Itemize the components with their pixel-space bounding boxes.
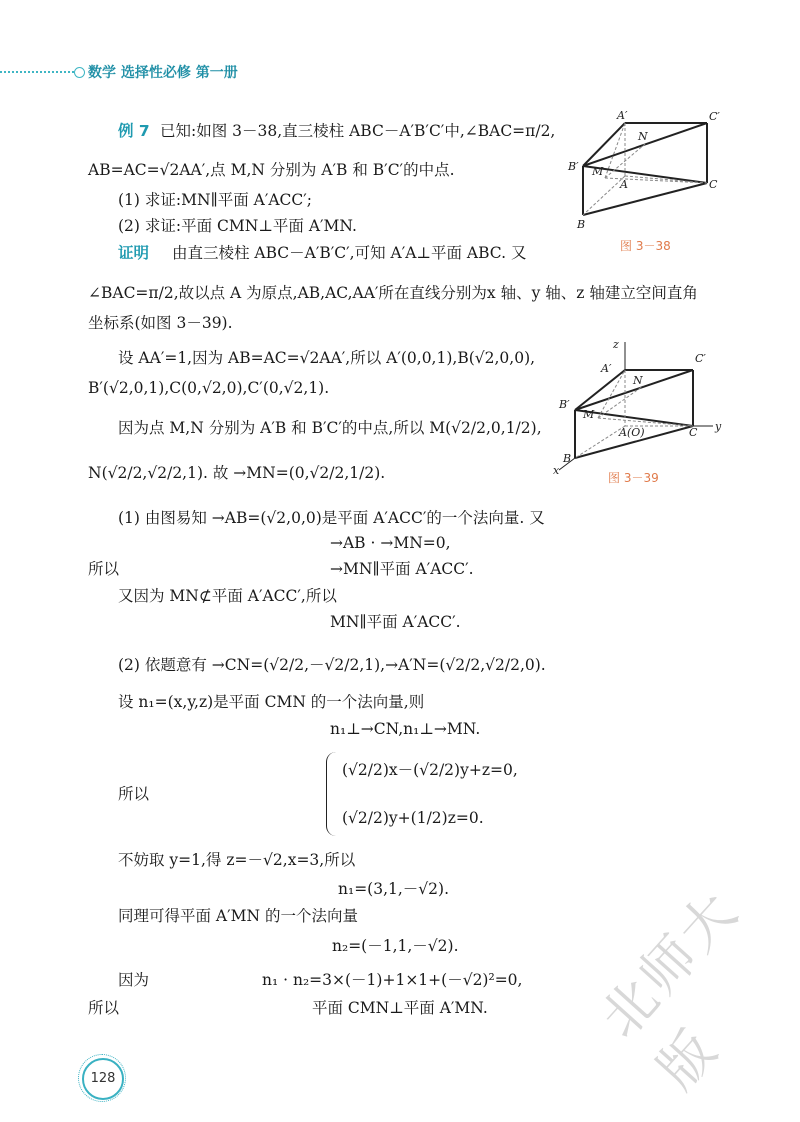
part2-eq-4: n₁ · n₂=3×(－1)+1×1+(－√2)²=0, <box>262 971 523 989</box>
proof-line-7: N(√2/2,√2/2,1). 故 →MN=(0,√2/2,1/2). <box>88 464 386 482</box>
fig1-label-C1: C′ <box>709 110 720 123</box>
part1-eq-1: →AB · →MN=0, <box>330 534 451 552</box>
system-eq-2: (√2/2)y+(1/2)z=0. <box>342 809 484 827</box>
figure-3-39-caption: 图 3－39 <box>608 471 659 485</box>
figure-3-38 <box>565 108 735 233</box>
fig1-label-C: C <box>709 178 718 191</box>
example-line-2: AB=AC=√2AA′,点 M,N 分别为 A′B 和 B′C′的中点. <box>88 161 455 179</box>
example-question-2: (2) 求证:平面 CMN⊥平面 A′MN. <box>118 217 357 235</box>
example-label: 例 7 <box>118 122 150 140</box>
fig2-label-x: x <box>553 464 560 477</box>
fig1-label-M: M <box>592 165 604 178</box>
fig2-label-A: A(O) <box>619 426 645 439</box>
fig2-label-B: B <box>563 452 572 465</box>
part2-because: 因为 <box>118 971 150 989</box>
part2-so: 所以 <box>118 785 150 803</box>
figure-3-39 <box>553 338 733 478</box>
proof-line-4: 设 AA′=1,因为 AB=AC=√2AA′,所以 A′(0,0,1),B(√2,0,0), <box>118 349 536 367</box>
page-number: 128 <box>82 1058 124 1100</box>
fig2-label-B1: B′ <box>559 398 570 411</box>
watermark: 北师大版 <box>588 878 752 1102</box>
header-rule <box>0 71 78 73</box>
fig2-label-C1: C′ <box>695 352 706 365</box>
header-dot-icon <box>74 67 85 78</box>
part2-eq-1: n₁⊥→CN,n₁⊥→MN. <box>330 720 481 738</box>
fig2-label-z: z <box>613 338 619 351</box>
part1-so: 所以 <box>88 560 120 578</box>
part2-line-4: 同理可得平面 A′MN 的一个法向量 <box>118 907 359 925</box>
example-line-1: 已知:如图 3－38,直三棱柱 ABC－A′B′C′中,∠BAC=π/2, <box>160 122 556 140</box>
fig1-label-B1: B′ <box>568 160 579 173</box>
fig2-label-y: y <box>715 420 722 433</box>
part2-eq-2: n₁=(3,1,－√2). <box>338 880 450 898</box>
example-question-1: (1) 求证:MN∥平面 A′ACC′; <box>118 191 312 209</box>
part1-eq-3: MN∥平面 A′ACC′. <box>330 613 461 631</box>
part1-eq-2: →MN∥平面 A′ACC′. <box>330 560 474 578</box>
part2-eq-3: n₂=(－1,1,－√2). <box>332 937 459 955</box>
part2-line-3: 不妨取 y=1,得 z=－√2,x=3,所以 <box>118 851 356 869</box>
proof-label: 证明 <box>118 244 150 262</box>
proof-line-5: B′(√2,0,1),C(0,√2,0),C′(0,√2,1). <box>88 379 330 397</box>
fig2-label-N: N <box>633 374 643 387</box>
fig1-label-B: B <box>577 218 586 231</box>
fig1-label-N: N <box>638 130 648 143</box>
fig1-label-A1: A′ <box>617 109 628 122</box>
part2-so-2: 所以 <box>88 999 120 1017</box>
fig1-label-A: A <box>620 178 628 191</box>
part2-line-1: (2) 依题意有 →CN=(√2/2,－√2/2,1),→A′N=(√2/2,√2/2,0). <box>118 656 546 674</box>
proof-line-2: ∠BAC=π/2,故以点 A 为原点,AB,AC,AA′所在直线分别为x 轴、y 轴、z 轴建立空间直角 <box>88 284 698 302</box>
proof-line-3: 坐标系(如图 3－39). <box>88 314 233 332</box>
part2-eq-5: 平面 CMN⊥平面 A′MN. <box>312 999 488 1017</box>
fig2-label-M: M <box>583 408 595 421</box>
proof-line-1: 由直三棱柱 ABC－A′B′C′,可知 A′A⊥平面 ABC. 又 <box>172 244 527 262</box>
proof-line-6: 因为点 M,N 分别为 A′B 和 B′C′的中点,所以 M(√2/2,0,1/2), <box>118 419 542 437</box>
part1-line-2: 又因为 MN⊄平面 A′ACC′,所以 <box>118 587 337 605</box>
system-eq-1: (√2/2)x－(√2/2)y+z=0, <box>342 761 518 779</box>
part1-line-1: (1) 由图易知 →AB=(√2,0,0)是平面 A′ACC′的一个法向量. 又 <box>118 509 545 527</box>
figure-3-38-caption: 图 3－38 <box>620 239 671 253</box>
part2-line-2: 设 n₁=(x,y,z)是平面 CMN 的一个法向量,则 <box>118 693 425 711</box>
system-brace <box>326 752 337 836</box>
fig2-label-C: C <box>689 426 698 439</box>
header-title: 数学 选择性必修 第一册 <box>88 65 238 81</box>
fig2-label-A1: A′ <box>601 362 612 375</box>
